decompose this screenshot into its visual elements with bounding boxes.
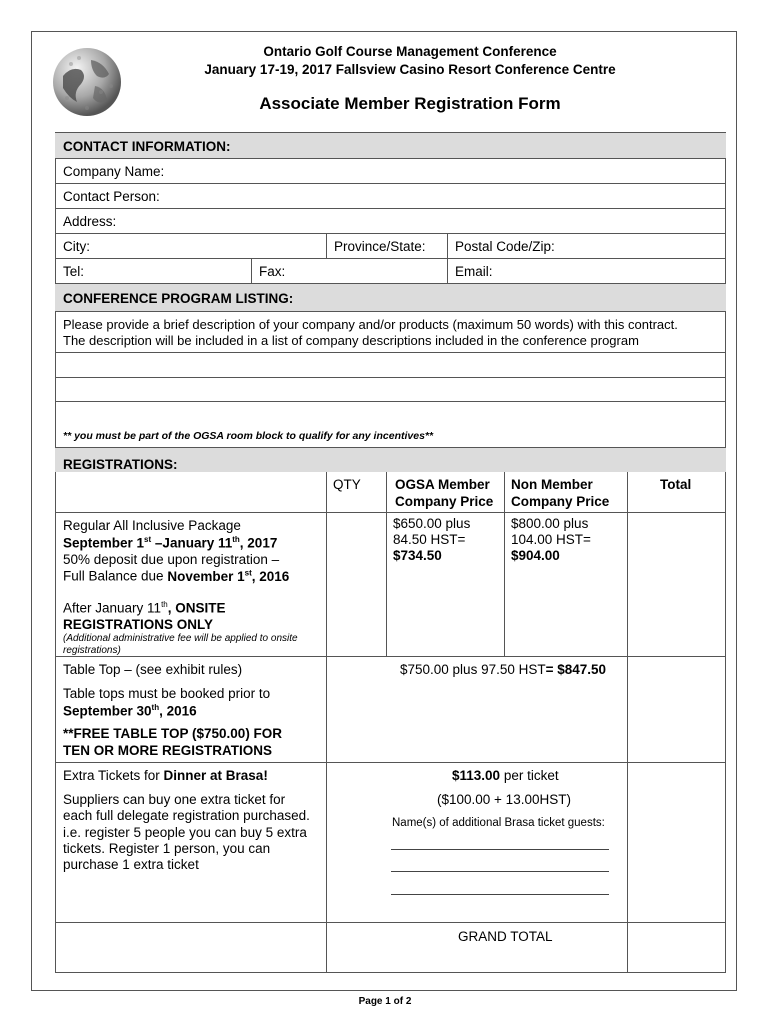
- package-total-input[interactable]: [628, 513, 725, 656]
- guest-name-line1[interactable]: [391, 849, 609, 850]
- company-name-field[interactable]: Company Name:: [63, 164, 165, 179]
- description-input-line1[interactable]: [56, 353, 725, 377]
- non-price-total: $904.00: [511, 548, 560, 563]
- package-qty-input[interactable]: [327, 513, 386, 656]
- province-state-field[interactable]: Province/State:: [334, 239, 426, 254]
- non-price-line1: $800.00 plus: [511, 516, 589, 531]
- table-top-total-input[interactable]: [628, 657, 725, 762]
- extra-tickets-total-input[interactable]: [628, 763, 725, 922]
- contact-person-field[interactable]: Contact Person:: [63, 189, 160, 204]
- col-non-1: Non Member: [511, 477, 593, 492]
- address-field[interactable]: Address:: [63, 214, 117, 229]
- package-line4: Full Balance due November 1st, 2016: [63, 568, 290, 584]
- package-line1: Regular All Inclusive Package: [63, 518, 241, 533]
- postal-code-field[interactable]: Postal Code/Zip:: [455, 239, 555, 254]
- fax-field[interactable]: Fax:: [259, 264, 286, 279]
- col-non-2: Company Price: [511, 494, 610, 509]
- extra-ticket-hst: ($100.00 + 13.00HST): [437, 792, 571, 807]
- free-table-line1: **FREE TABLE TOP ($750.00) FOR: [63, 726, 283, 741]
- conference-date-venue: January 17-19, 2017 Fallsview Casino Resort Conference Centre: [204, 62, 616, 77]
- supplier-line3: i.e. register 5 people you can buy 5 extra: [63, 825, 307, 840]
- grand-total-input[interactable]: [628, 923, 725, 972]
- col-ogsa-2: Company Price: [395, 494, 494, 509]
- onsite-line1: After January 11th, ONSITE: [63, 600, 226, 616]
- golf-ball-globe-logo: [51, 46, 123, 118]
- table-top-price: $750.00 plus 97.50 HST= $847.50: [400, 662, 607, 677]
- non-price-line2: 104.00 HST=: [511, 532, 591, 547]
- extra-tickets-label: Extra Tickets for Dinner at Brasa!: [63, 768, 268, 783]
- supplier-line1: Suppliers can buy one extra ticket for: [63, 792, 286, 807]
- ogsa-price-line2: 84.50 HST=: [393, 532, 466, 547]
- supplier-line2: each full delegate registration purchased.: [63, 808, 310, 823]
- guest-name-line2[interactable]: [391, 871, 609, 872]
- package-line2: September 1st –January 11th, 2017: [63, 535, 278, 551]
- free-table-line2: TEN OR MORE REGISTRATIONS: [63, 743, 273, 758]
- onsite-line2: REGISTRATIONS ONLY: [63, 617, 214, 632]
- col-total: Total: [660, 477, 692, 492]
- registrations-section-title: REGISTRATIONS:: [63, 457, 178, 472]
- program-description-line2: The description will be included in a list of company descriptions included in the conference program: [63, 333, 639, 348]
- tel-field[interactable]: Tel:: [63, 264, 85, 279]
- contact-section-title: CONTACT INFORMATION:: [63, 139, 231, 154]
- onsite-note1: (Additional administrative fee will be applied to onsite: [63, 633, 298, 644]
- col-ogsa-1: OGSA Member: [395, 477, 490, 492]
- supplier-line5: purchase 1 extra ticket: [63, 857, 199, 872]
- package-line3: 50% deposit due upon registration –: [63, 552, 280, 567]
- description-input-line2[interactable]: [56, 378, 725, 401]
- email-field[interactable]: Email:: [455, 264, 493, 279]
- form-title: Associate Member Registration Form: [259, 94, 561, 113]
- page-number: Page 1 of 2: [358, 996, 412, 1007]
- onsite-note2: registrations): [63, 645, 121, 656]
- ogsa-price-total: $734.50: [393, 548, 442, 563]
- program-section-title: CONFERENCE PROGRAM LISTING:: [63, 291, 294, 306]
- room-block-note: ** you must be part of the OGSA room block to qualify for any incentives**: [63, 430, 434, 442]
- program-description-line1: Please provide a brief description of your company and/or products (maximum 50 words) with this contract.: [63, 317, 678, 332]
- city-field[interactable]: City:: [63, 239, 90, 254]
- extra-names-label: Name(s) of additional Brasa ticket guests:: [392, 817, 605, 829]
- col-qty: QTY: [333, 477, 361, 492]
- supplier-line4: tickets. Register 1 person, you can: [63, 841, 271, 856]
- ogsa-price-line1: $650.00 plus: [393, 516, 471, 531]
- grand-total-label: GRAND TOTAL: [458, 929, 553, 944]
- guest-name-line3[interactable]: [391, 894, 609, 895]
- table-top-label: Table Top – (see exhibit rules): [63, 662, 243, 677]
- table-book-line1: Table tops must be booked prior to: [63, 686, 271, 701]
- conference-name: Ontario Golf Course Management Conference: [263, 44, 557, 59]
- table-book-line2: September 30th, 2016: [63, 703, 197, 719]
- extra-ticket-price: $113.00 per ticket: [452, 768, 559, 783]
